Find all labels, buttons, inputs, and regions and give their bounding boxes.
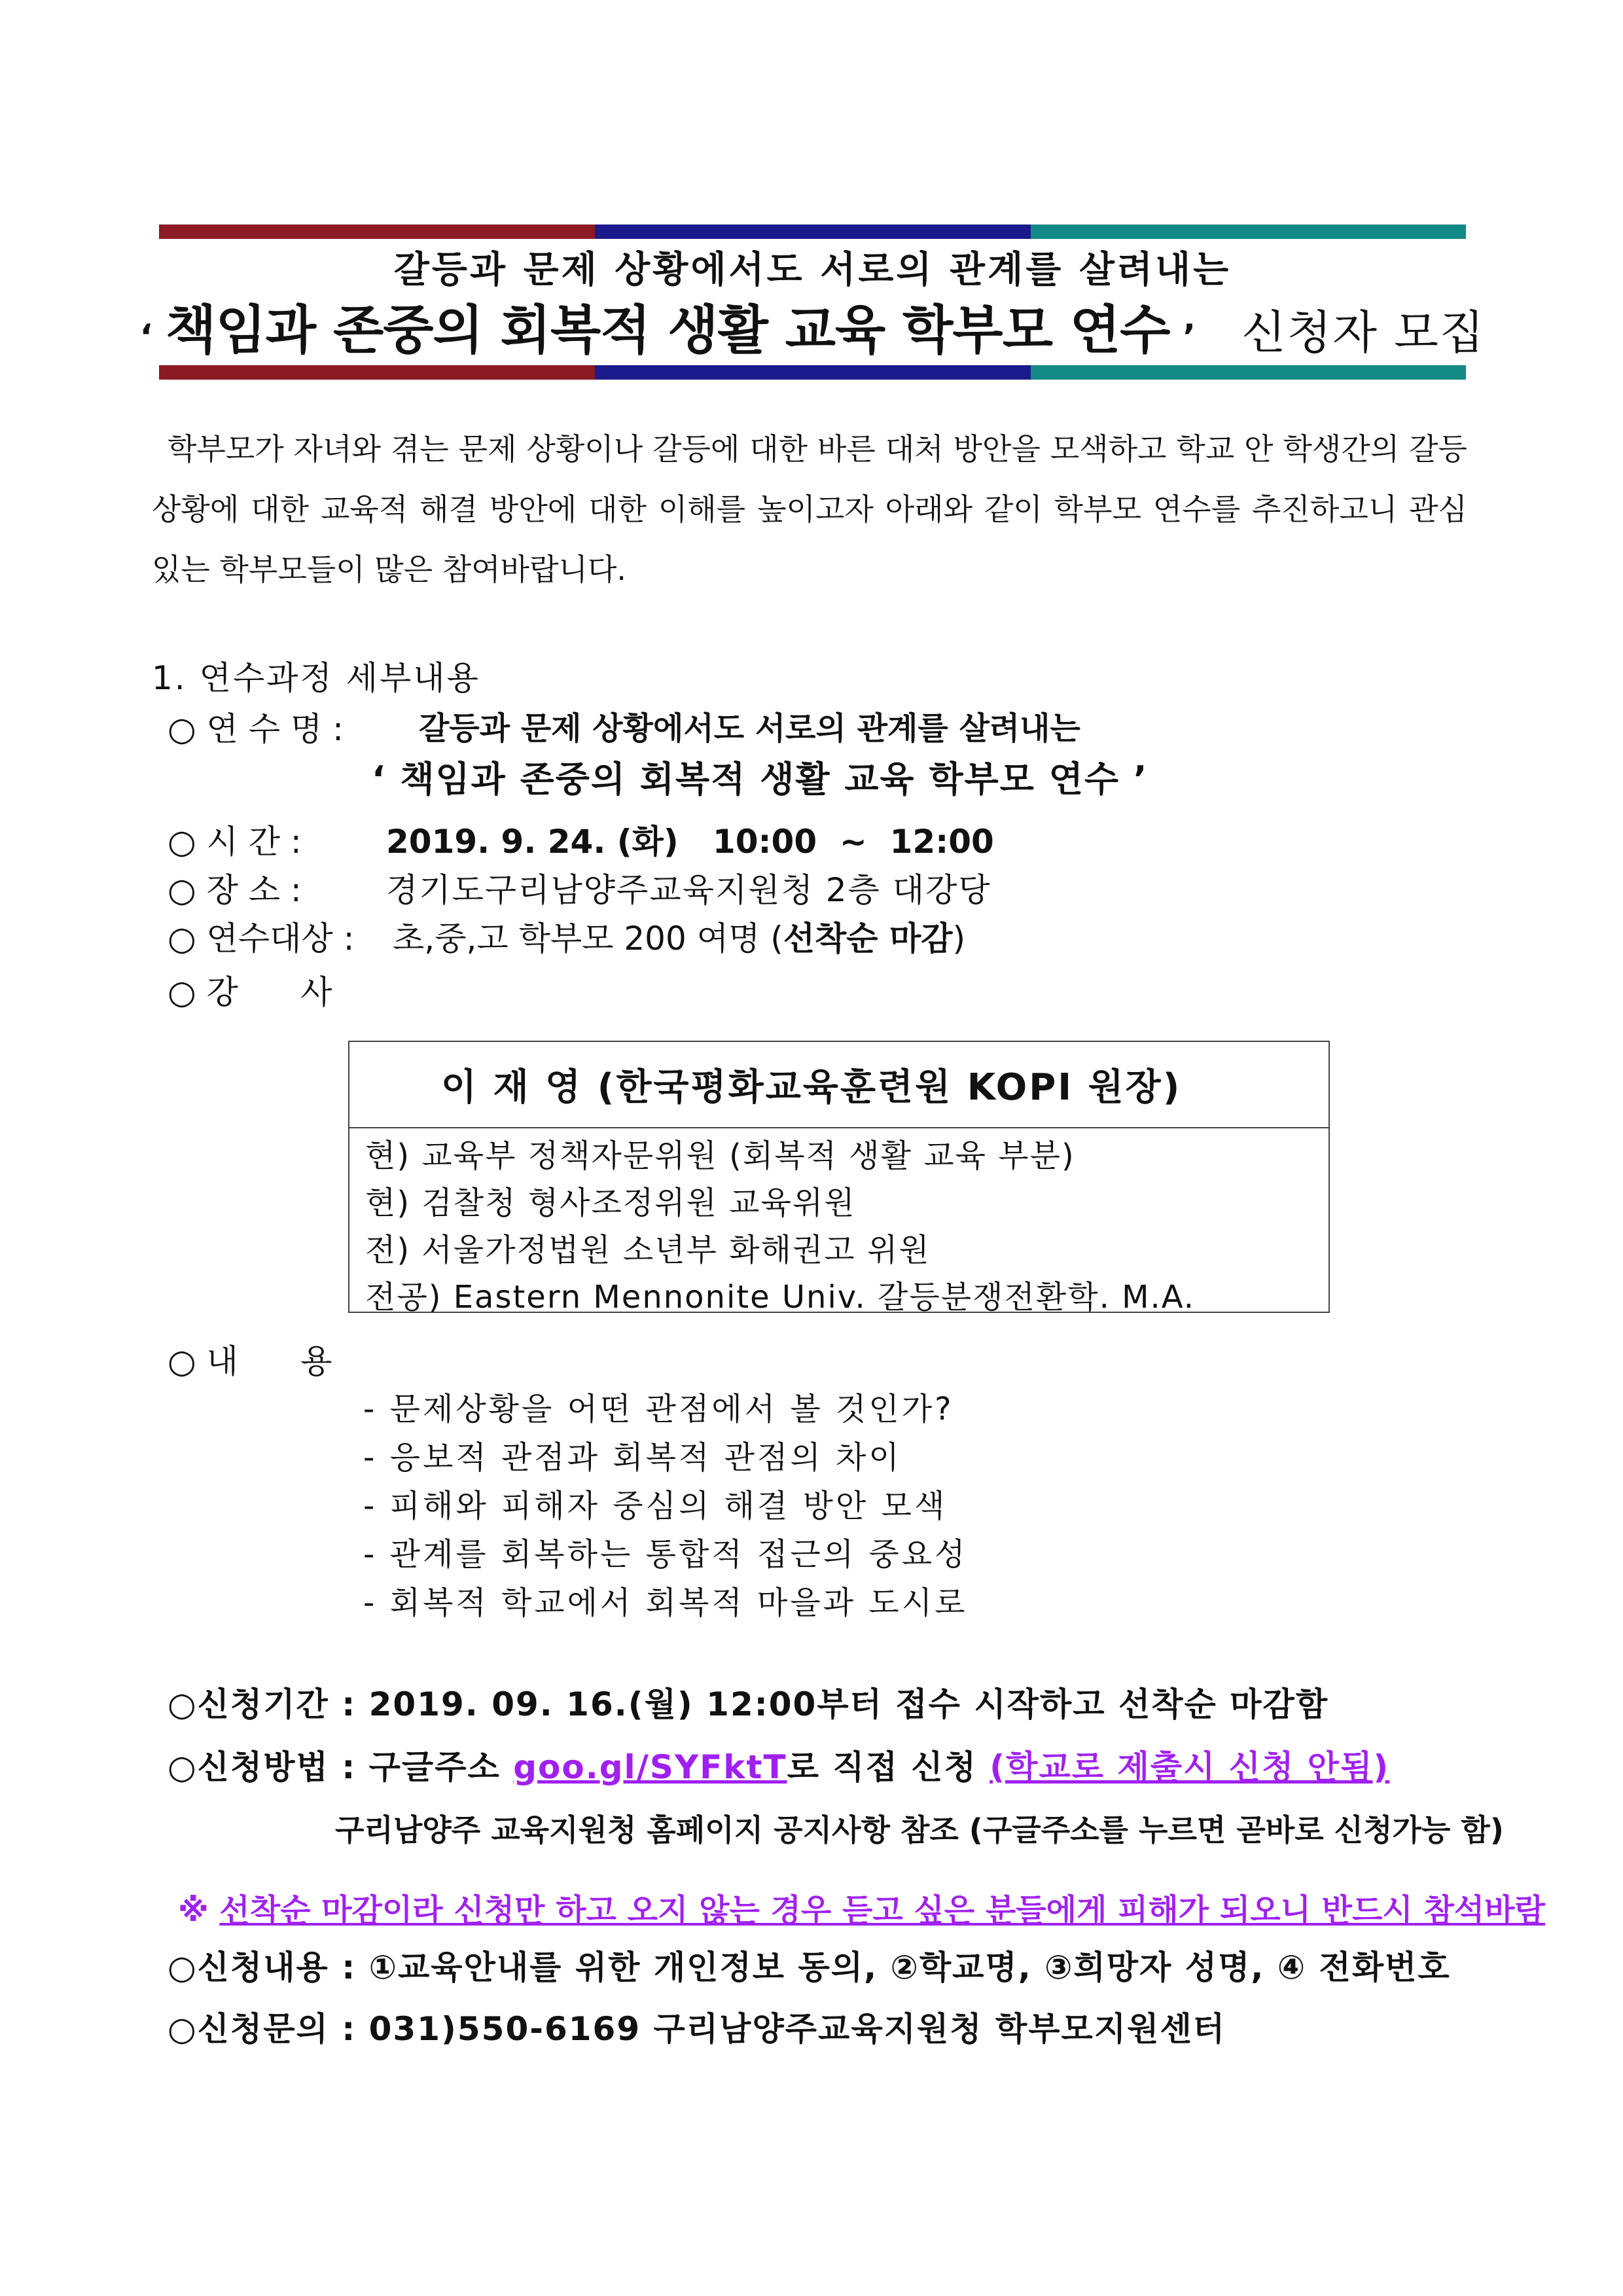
lecturer-career-item: 전) 서울가정법원 소년부 화해권고 위원 <box>365 1232 931 1268</box>
page-title <box>139 288 1486 363</box>
application-inquiry: ○신청문의 : 031)550-6169 구리남양주교육지원청 학부모지원센터 <box>168 2010 1226 2048</box>
header-subtitle: 갈등과 문제 상황에서도 서로의 관계를 살려내는 <box>393 249 1232 291</box>
method-label: ○신청방법 : 구글주소 <box>168 1748 514 1786</box>
target-value-bold: 선착순 마감 <box>783 920 953 958</box>
lecturer-label: ○ 강 사 <box>168 973 332 1011</box>
course-name-line1: 갈등과 문제 상황에서도 서로의 관계를 살려내는 <box>419 710 1080 747</box>
warning-notice <box>178 1885 1545 1930</box>
target-label: ○ 연수대상 : <box>168 920 355 958</box>
content-item: - 응보적 관점과 회복적 관점의 차이 <box>363 1439 902 1476</box>
target-value-end: ) <box>952 920 966 958</box>
place-value: 경기도구리남양주교육지원청 2층 대강당 <box>386 871 991 909</box>
time-label: ○ 시 간 : <box>168 823 302 861</box>
lecturer-name: 이 재 영 (한국평화교육훈련원 KOPI 원장) <box>349 1042 1329 1128</box>
lecturer-career-item: 전공) Eastern Mennonite Univ. 갈등분쟁전환학. M.A. <box>365 1279 1196 1316</box>
google-form-link[interactable]: goo.gl/SYFktT <box>513 1748 787 1786</box>
content-item: - 문제상황을 어떤 관점에서 볼 것인가? <box>363 1391 954 1427</box>
lecturer-career-item: 현) 교육부 정책자문위원 (회복적 생활 교육 부분) <box>365 1138 1075 1174</box>
target-value-text: 초,중,고 학부모 200 여명 ( <box>393 920 783 958</box>
target-value <box>393 912 965 960</box>
header-top-bar <box>159 224 1466 239</box>
title-text: 책임과 존중의 회복적 생활 교육 학부모 연수 <box>166 300 1170 361</box>
content-item: - 관계를 회복하는 통합적 접근의 중요성 <box>363 1536 968 1573</box>
header-bottom-bar <box>159 365 1466 380</box>
warning-mark: ※ <box>178 1892 220 1929</box>
title-recruit: 신청자 모집 <box>1241 306 1486 359</box>
application-period: ○신청기간 : 2019. 09. 16.(월) 12:00부터 접수 시작하고 선착순 마감함 <box>168 1685 1329 1723</box>
course-name-line2: ‘ 책임과 존중의 회복적 생활 교육 학부모 연수 ’ <box>372 759 1149 800</box>
content-item: - 회복적 학교에서 회복적 마을과 도시로 <box>363 1585 968 1621</box>
course-name-label: ○ 연 수 명 : <box>168 710 344 748</box>
lecturer-career-list <box>349 1128 1329 1321</box>
method-mid: 로 직접 신청 <box>787 1748 990 1786</box>
application-contents: ○신청내용 : ①교육안내를 위한 개인정보 동의, ②학교명, ③희망자 성명, ④ 전화번호 <box>168 1948 1451 1986</box>
lecturer-table <box>348 1041 1330 1316</box>
lecturer-career-item: 현) 검찰청 형사조정위원 교육위원 <box>365 1185 856 1221</box>
warning-text: 선착순 마감이라 신청만 하고 오지 않는 경우 듣고 싶은 분들에게 피해가 되오니 반드시 참석바람 <box>219 1892 1545 1929</box>
title-open-quote: ‘ <box>139 317 153 357</box>
title-close-quote: ’ <box>1183 317 1196 357</box>
intro-paragraph: 학부모가 자녀와 겪는 문제 상황이나 갈등에 대한 바른 대처 방안을 모색하고 학교 안 학생간의 갈등 상황에 대한 교육적 해결 방안에 대한 이해를 높이고자 아래와 같이 학부모 연수를 추진하고니 관심있는 학부모들이 많은 참여바랍니다. <box>152 431 1467 587</box>
application-method <box>168 1741 1389 1788</box>
homepage-note: 구리남양주 교육지원청 홈페이지 공지사항 참조 (구글주소를 누르면 곧바로 신청가능 함) <box>335 1812 1504 1848</box>
section-heading: 1. 연수과정 세부내용 <box>152 659 480 697</box>
place-label: ○ 장 소 : <box>168 871 302 909</box>
time-value: 2019. 9. 24. (화) 10:00 ~ 12:00 <box>386 823 994 861</box>
method-note: (학교로 제출시 신청 안됨) <box>990 1748 1390 1786</box>
content-item: - 피해와 피해자 중심의 해결 방안 모색 <box>363 1488 948 1524</box>
content-label: ○ 내 용 <box>168 1342 332 1380</box>
